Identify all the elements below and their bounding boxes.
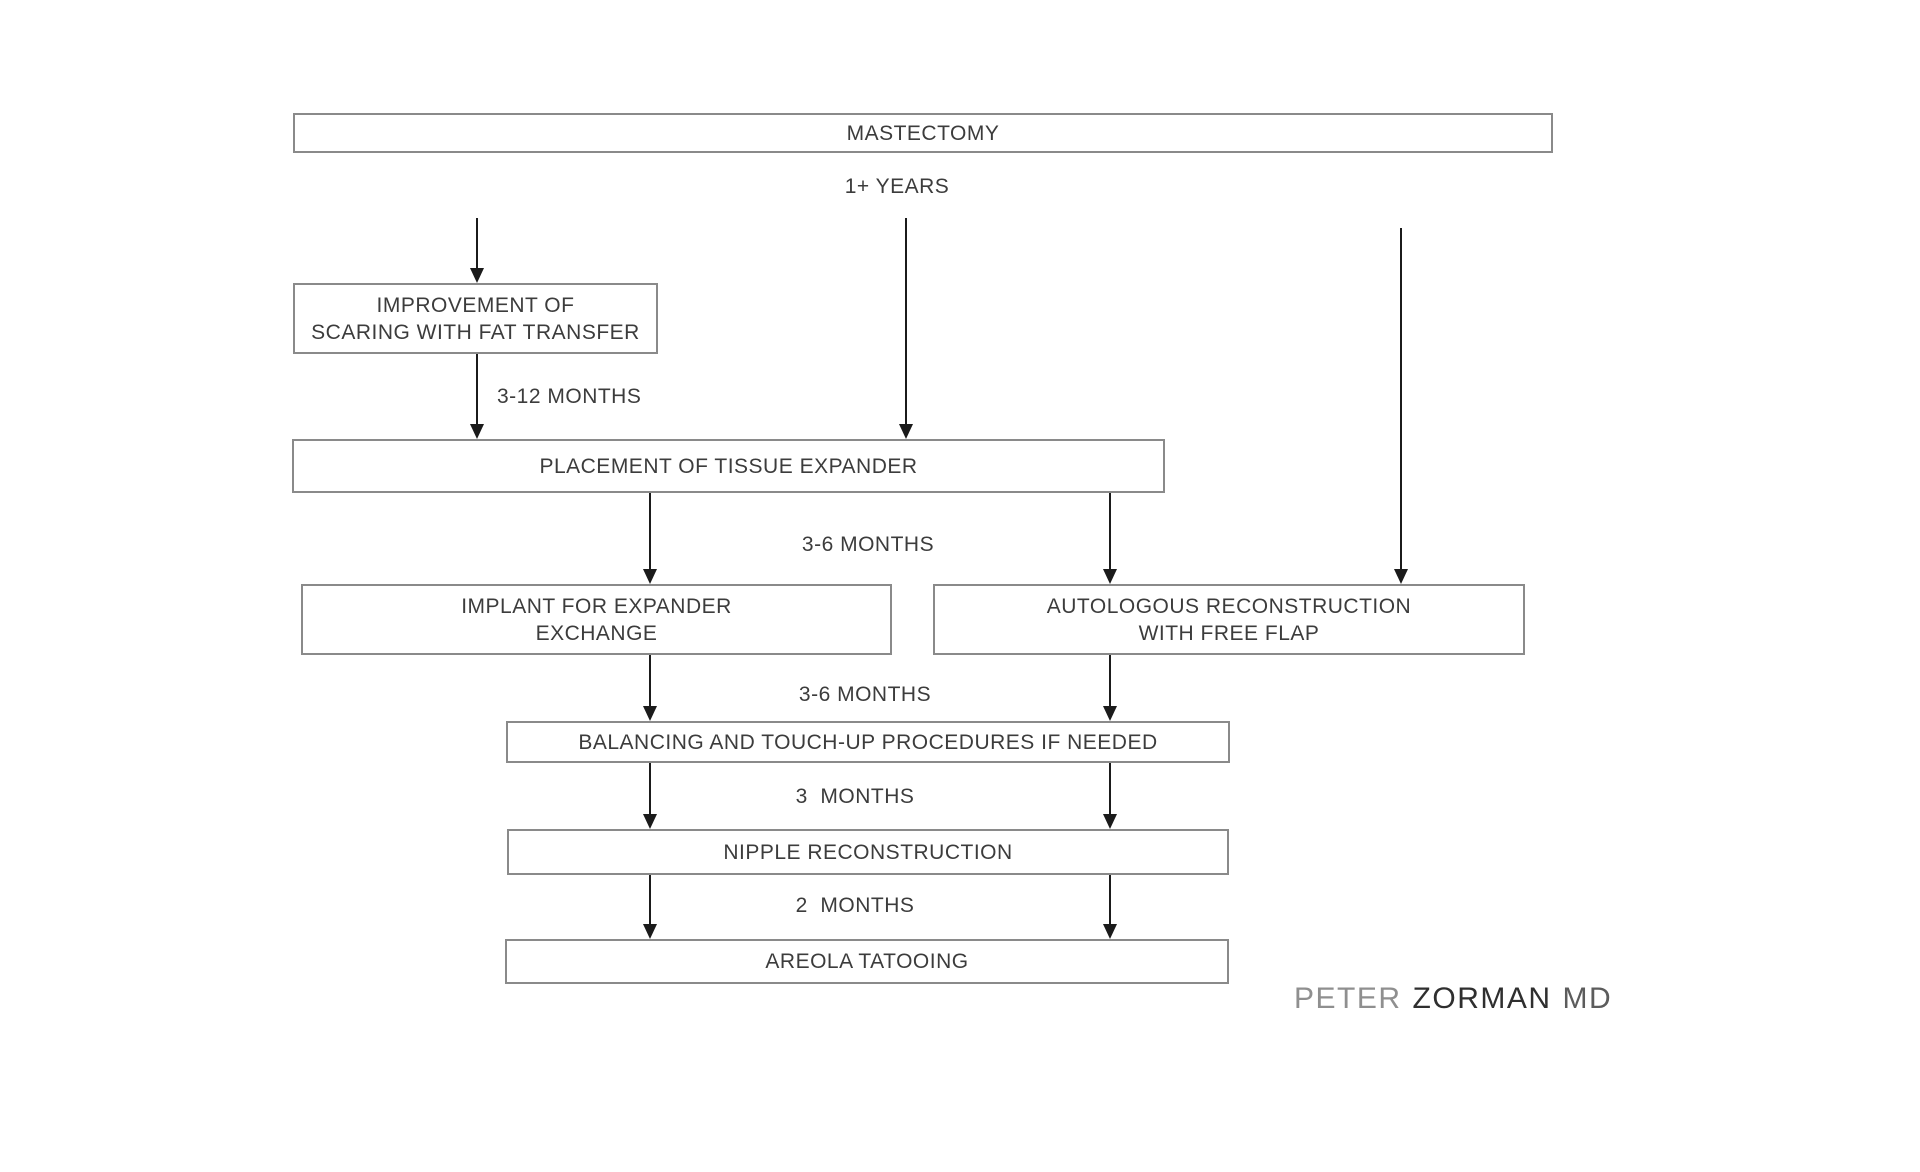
node-nipple-reconstruction-label: NIPPLE RECONSTRUCTION [723, 840, 1013, 864]
arrow-nipple-to-areola-right [1109, 875, 1111, 924]
node-nipple-reconstruction [507, 829, 1229, 875]
signature-last-name: ZORMAN [1412, 982, 1552, 1015]
node-mastectomy [293, 113, 1553, 153]
node-areola-tattooing [505, 939, 1229, 984]
node-placement-tissue-expander-label: PLACEMENT OF TISSUE EXPANDER [539, 454, 918, 478]
arrow-nipple-to-areola-left [649, 875, 651, 924]
arrow-mastectomy-to-placement [905, 218, 907, 424]
arrow-mastectomy-to-autologous [1400, 228, 1402, 569]
node-areola-tattooing-label: AREOLA TATOOING [765, 950, 969, 973]
edge-label-3-12-months: 3-12 MONTHS [497, 385, 642, 408]
arrow-balancing-to-nipple-right [1109, 763, 1111, 814]
arrow-balancing-to-nipple-left [649, 763, 651, 814]
arrow-implant-to-balancing [649, 655, 651, 706]
edge-label-3-6-months-upper: 3-6 MONTHS [801, 533, 935, 556]
node-improvement-fat-transfer [293, 283, 658, 354]
signature-first-name: PETER [1294, 982, 1402, 1015]
node-autologous-reconstruction-label: AUTOLOGOUS RECONSTRUCTION WITH FREE FLAP [1046, 594, 1412, 645]
edge-label-3-6-months-lower: 3-6 MONTHS [798, 683, 932, 706]
arrow-mastectomy-to-improvement [476, 218, 478, 268]
edge-label-1-plus-years: 1+ YEARS [844, 175, 950, 198]
arrow-placement-to-autologous [1109, 493, 1111, 569]
node-implant-expander-exchange [301, 584, 892, 655]
arrow-placement-to-implant [649, 493, 651, 569]
edge-label-3-months: 3 MONTHS [795, 785, 915, 808]
signature [1294, 982, 1612, 1016]
node-mastectomy-label: MASTECTOMY [846, 121, 1000, 145]
node-balancing-touchup-label: BALANCING AND TOUCH-UP PROCEDURES IF NEEDED [578, 730, 1158, 754]
node-balancing-touchup [506, 721, 1230, 763]
edge-label-2-months: 2 MONTHS [795, 894, 915, 917]
arrow-autologous-to-balancing [1109, 655, 1111, 706]
node-implant-expander-exchange-label: IMPLANT FOR EXPANDER EXCHANGE [461, 594, 732, 645]
arrow-improvement-to-placement [476, 354, 478, 424]
node-improvement-fat-transfer-label: IMPROVEMENT OF SCARING WITH FAT TRANSFER [311, 293, 640, 344]
node-autologous-reconstruction [933, 584, 1525, 655]
node-placement-tissue-expander [292, 439, 1165, 493]
signature-credential: MD [1562, 982, 1613, 1015]
